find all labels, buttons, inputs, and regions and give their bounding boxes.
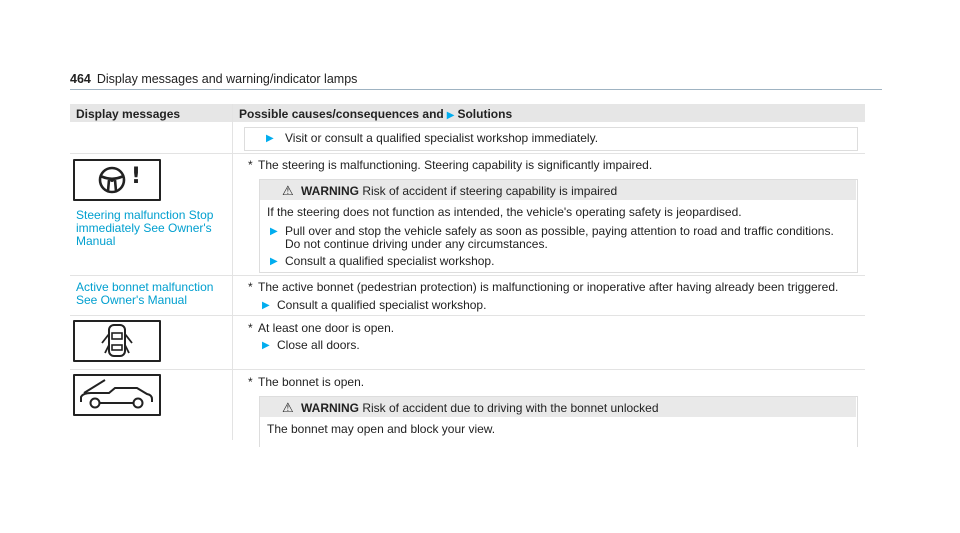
cause-text: At least one door is open.	[258, 321, 395, 335]
display-message-steering-line3: Manual	[76, 234, 116, 248]
cause-text: The active bonnet (pedestrian protection) is malfunctioning or inoperative after having already been triggered.	[258, 280, 839, 294]
asterisk-marker: *	[248, 321, 253, 335]
warning-body: The bonnet may open and block your view.	[267, 422, 496, 436]
warning-triangle-icon: ⚠	[282, 183, 294, 198]
arrow-icon: ▶	[446, 110, 455, 121]
header-rule	[70, 89, 882, 90]
step-bullet-icon: ▶	[270, 226, 278, 237]
page-number: 464	[70, 72, 91, 86]
table-header	[70, 104, 865, 122]
step-bullet-icon: ▶	[262, 300, 270, 311]
bonnet-open-display	[73, 374, 161, 416]
warning-triangle-icon: ⚠	[282, 400, 294, 415]
solution-step-continued: Do not continue driving under any circumstances.	[285, 237, 548, 251]
display-message-active-bonnet-line2: See Owner's Manual	[76, 293, 188, 307]
row-divider	[70, 275, 865, 276]
asterisk-marker: *	[248, 158, 253, 172]
steering-malfunction-display	[73, 159, 161, 201]
solution-step: Pull over and stop the vehicle safely as soon as possible, paying attention to road and traffic conditions.	[285, 224, 834, 238]
solution-step: Close all doors.	[277, 338, 360, 352]
asterisk-marker: *	[248, 375, 253, 389]
door-open-display	[73, 320, 161, 362]
warning-title: WARNING Risk of accident due to driving with the bonnet unlocked	[301, 401, 659, 415]
row-divider	[70, 315, 865, 316]
display-message-steering-line2: immediately See Owner's	[76, 221, 212, 235]
column-divider	[232, 104, 233, 440]
display-message-steering-line1: Steering malfunction Stop	[76, 208, 214, 222]
warning-body: If the steering does not function as intended, the vehicle's operating safety is jeopardised.	[267, 205, 742, 219]
page-header	[70, 72, 357, 86]
bonnet-open-icon	[75, 376, 159, 414]
solution-step: Consult a qualified specialist workshop.	[285, 254, 495, 268]
asterisk-marker: *	[248, 280, 253, 294]
page-title: Display messages and warning/indicator lamps	[96, 72, 358, 86]
step-bullet-icon: ▶	[270, 256, 278, 267]
step-bullet-icon: ▶	[262, 340, 270, 351]
step-bullet-icon: ▶	[266, 133, 274, 144]
door-open-icon	[75, 322, 159, 360]
cause-text: The steering is malfunctioning. Steering capability is significantly impaired.	[258, 158, 653, 172]
row-divider	[70, 369, 865, 370]
display-message-active-bonnet-line1: Active bonnet malfunction	[76, 280, 214, 294]
column-header-causes-solutions: Possible causes/consequences and ▶ Solutions	[239, 107, 513, 121]
exclamation-mark: !	[131, 164, 142, 189]
column-header-display-messages: Display messages	[76, 107, 181, 121]
steering-malfunction-icon	[75, 161, 159, 199]
cause-text: The bonnet is open.	[258, 375, 365, 389]
warning-title: WARNING Risk of accident if steering capability is impaired	[301, 184, 618, 198]
solution-step: Visit or consult a qualified specialist workshop immediately.	[285, 131, 599, 145]
solution-step: Consult a qualified specialist workshop.	[277, 298, 487, 312]
row-divider	[70, 153, 865, 154]
